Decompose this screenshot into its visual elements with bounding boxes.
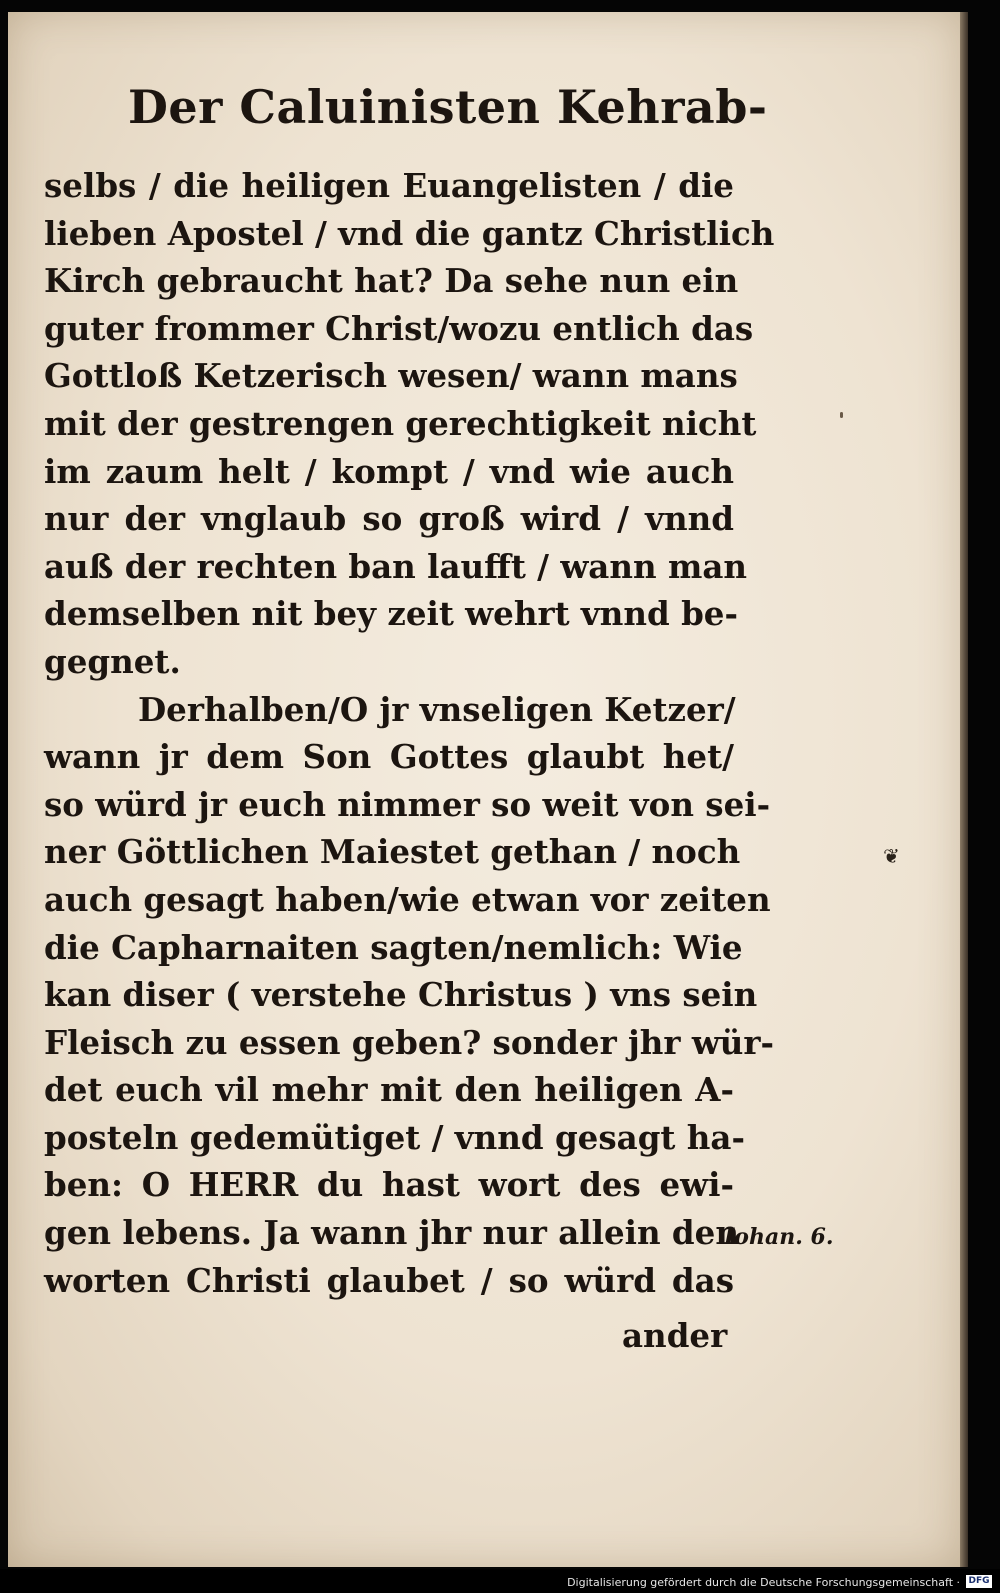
text-line-3: Kirch gebraucht hat? Da sehe nun ein bbox=[44, 261, 739, 301]
text-line-7: im zaum helt / kompt / vnd wie auch bbox=[44, 451, 734, 491]
text-line-24: worten Christi glaubet / so würd das bbox=[44, 1260, 734, 1300]
text-line-19: Fleisch zu essen geben? sonder jhr wür- bbox=[44, 1022, 775, 1062]
text-line-21: posteln gedemütiget / vnnd gesagt ha- bbox=[44, 1117, 745, 1157]
text-line-12: Derhalben/O jr vnseligen Ketzer/ bbox=[138, 689, 736, 729]
text-line-22: ben: O HERR du hast wort des ewi- bbox=[44, 1165, 734, 1205]
text-line-13: wann jr dem Son Gottes glaubt het/ bbox=[44, 737, 734, 777]
digitization-credit: Digitalisierung gefördert durch die Deutsche Forschungsgemeinschaft · bbox=[567, 1576, 960, 1589]
text-line-18: kan diser ( verstehe Christus ) vns sein bbox=[44, 975, 758, 1015]
text-line-1: selbs / die heiligen Euangelisten / die bbox=[44, 166, 734, 205]
text-line-20: det euch vil mehr mit den heiligen A- bbox=[44, 1070, 734, 1110]
text-line-11: gegnet. bbox=[44, 641, 181, 681]
footer-bar bbox=[0, 1569, 1000, 1593]
text-line-23: gen lebens. Ja wann jhr nur allein den bbox=[44, 1213, 739, 1253]
page-edge bbox=[960, 12, 968, 1567]
running-head: Der Caluinisten Kehrab- bbox=[128, 80, 768, 134]
text-line-16: auch gesagt haben/wie etwan vor zeiten bbox=[44, 879, 771, 919]
text-line-9: auß der rechten ban laufft / wann man bbox=[44, 546, 748, 586]
text-line-17: die Capharnaiten sagten/nemlich: Wie bbox=[44, 927, 743, 967]
text-line-6: mit der gestrengen gerechtigkeit nicht bbox=[44, 403, 757, 443]
body-text bbox=[44, 162, 775, 1304]
text-line-8: nur der vnglaub so groß wird / vnnd bbox=[44, 499, 734, 539]
catchword: ander bbox=[622, 1316, 728, 1355]
text-line-4: guter frommer Christ/wozu entlich das bbox=[44, 308, 754, 348]
book-page bbox=[8, 12, 966, 1567]
paper-speck bbox=[840, 412, 843, 418]
dfg-logo: DFG bbox=[966, 1575, 992, 1588]
text-line-10: demselben nit bey zeit wehrt vnnd be- bbox=[44, 594, 738, 634]
text-line-15: ner Göttlichen Maiestet gethan / noch bbox=[44, 832, 741, 872]
text-line-2: lieben Apostel / vnd die gantz Christlich bbox=[44, 213, 775, 253]
text-line-14: so würd jr euch nimmer so weit von sei- bbox=[44, 784, 771, 824]
flower-ornament-icon: ❦ bbox=[883, 844, 900, 868]
marginal-note: Iohan. 6. bbox=[724, 1224, 834, 1250]
text-line-5: Gottloß Ketzerisch wesen/ wann mans bbox=[44, 356, 738, 396]
